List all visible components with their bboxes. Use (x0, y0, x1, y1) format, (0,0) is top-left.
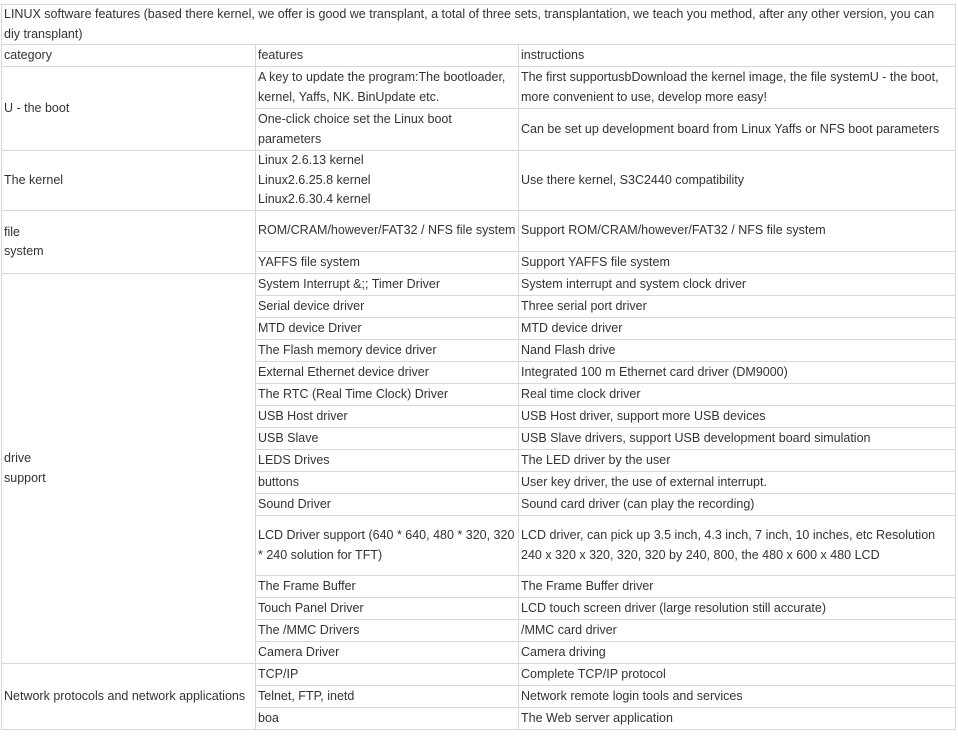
category-line: drive (4, 451, 32, 465)
feature-cell: The Flash memory device driver (256, 340, 519, 362)
features-table (1, 4, 956, 730)
instruction-cell: /MMC card driver (519, 620, 956, 642)
table-row (2, 151, 956, 211)
category-cell: Network protocols and network applications (2, 664, 256, 730)
feature-cell: ROM/CRAM/however/FAT32 / NFS file system (256, 211, 519, 252)
category-cell: U - the boot (2, 67, 256, 151)
table-title-row (2, 5, 956, 45)
feature-cell: Telnet, FTP, inetd (256, 686, 519, 708)
header-instructions: instructions (519, 45, 956, 67)
table-row (2, 274, 956, 296)
instruction-cell: User key driver, the use of external interrupt. (519, 472, 956, 494)
feature-cell: A key to update the program:The bootloader, kernel, Yaffs, NK. BinUpdate etc. (256, 67, 519, 109)
feature-cell: LCD Driver support (640 * 640, 480 * 320, 320 * 240 solution for TFT) (256, 516, 519, 576)
instruction-cell: System interrupt and system clock driver (519, 274, 956, 296)
feature-cell: buttons (256, 472, 519, 494)
feature-cell: Serial device driver (256, 296, 519, 318)
instruction-cell: The Web server application (519, 708, 956, 730)
feature-cell: The Frame Buffer (256, 576, 519, 598)
feature-cell: USB Slave (256, 428, 519, 450)
feature-line: Linux2.6.30.4 kernel (258, 192, 371, 207)
category-line: support (4, 470, 46, 485)
table-row (2, 211, 956, 252)
instruction-cell: Integrated 100 m Ethernet card driver (DM9000) (519, 362, 956, 384)
category-cell: The kernel (2, 151, 256, 211)
category-line: file (4, 224, 20, 239)
instruction-cell: Network remote login tools and services (519, 686, 956, 708)
table-row (2, 67, 956, 109)
instruction-cell: USB Slave drivers, support USB development board simulation (519, 428, 956, 450)
feature-cell: System Interrupt &;; Timer Driver (256, 274, 519, 296)
instruction-cell: USB Host driver, support more USB devices (519, 406, 956, 428)
instruction-cell: MTD device driver (519, 318, 956, 340)
feature-cell: MTD device Driver (256, 318, 519, 340)
feature-cell: YAFFS file system (256, 252, 519, 274)
instruction-cell: LCD driver, can pick up 3.5 inch, 4.3 inch, 7 inch, 10 inches, etc Resolution 240 x 320 x 320, 320, 320 by 240, 800, the 480 x 600 x 480 LCD (519, 516, 956, 576)
table-title: LINUX software features (based there kernel, we offer is good we transplant, a total of three sets, transplantation, we teach you method, after any other version, you can diy transplant) (2, 5, 956, 45)
feature-cell: LEDS Drives (256, 450, 519, 472)
instruction-cell: Support ROM/CRAM/however/FAT32 / NFS file system (519, 211, 956, 252)
feature-cell (256, 151, 519, 211)
feature-cell: External Ethernet device driver (256, 362, 519, 384)
table-header-row (2, 45, 956, 67)
instruction-cell: Three serial port driver (519, 296, 956, 318)
header-features: features (256, 45, 519, 67)
instruction-cell: The LED driver by the user (519, 450, 956, 472)
instruction-cell: The Frame Buffer driver (519, 576, 956, 598)
instruction-cell: Sound card driver (can play the recording) (519, 494, 956, 516)
feature-cell: USB Host driver (256, 406, 519, 428)
category-cell (2, 274, 256, 664)
category-line: system (4, 244, 44, 258)
instruction-cell: Complete TCP/IP protocol (519, 664, 956, 686)
feature-cell: Sound Driver (256, 494, 519, 516)
instruction-cell: Can be set up development board from Linux Yaffs or NFS boot parameters (519, 109, 956, 151)
feature-cell: The /MMC Drivers (256, 620, 519, 642)
feature-cell: One-click choice set the Linux boot parameters (256, 109, 519, 151)
instruction-cell: The first supportusbDownload the kernel image, the file systemU - the boot, more convenient to use, develop more easy! (519, 67, 956, 109)
feature-cell: Touch Panel Driver (256, 598, 519, 620)
table-row (2, 664, 956, 686)
feature-cell: The RTC (Real Time Clock) Driver (256, 384, 519, 406)
header-category: category (2, 45, 256, 67)
instruction-cell: Nand Flash drive (519, 340, 956, 362)
feature-line: Linux2.6.25.8 kernel (258, 172, 371, 187)
instruction-cell: Camera driving (519, 642, 956, 664)
instruction-cell: Support YAFFS file system (519, 252, 956, 274)
instruction-cell: Use there kernel, S3C2440 compatibility (519, 151, 956, 211)
feature-line: Linux 2.6.13 kernel (258, 153, 364, 168)
feature-cell: Camera Driver (256, 642, 519, 664)
feature-cell: boa (256, 708, 519, 730)
instruction-cell: Real time clock driver (519, 384, 956, 406)
feature-cell: TCP/IP (256, 664, 519, 686)
instruction-cell: LCD touch screen driver (large resolution still accurate) (519, 598, 956, 620)
category-cell (2, 211, 256, 274)
